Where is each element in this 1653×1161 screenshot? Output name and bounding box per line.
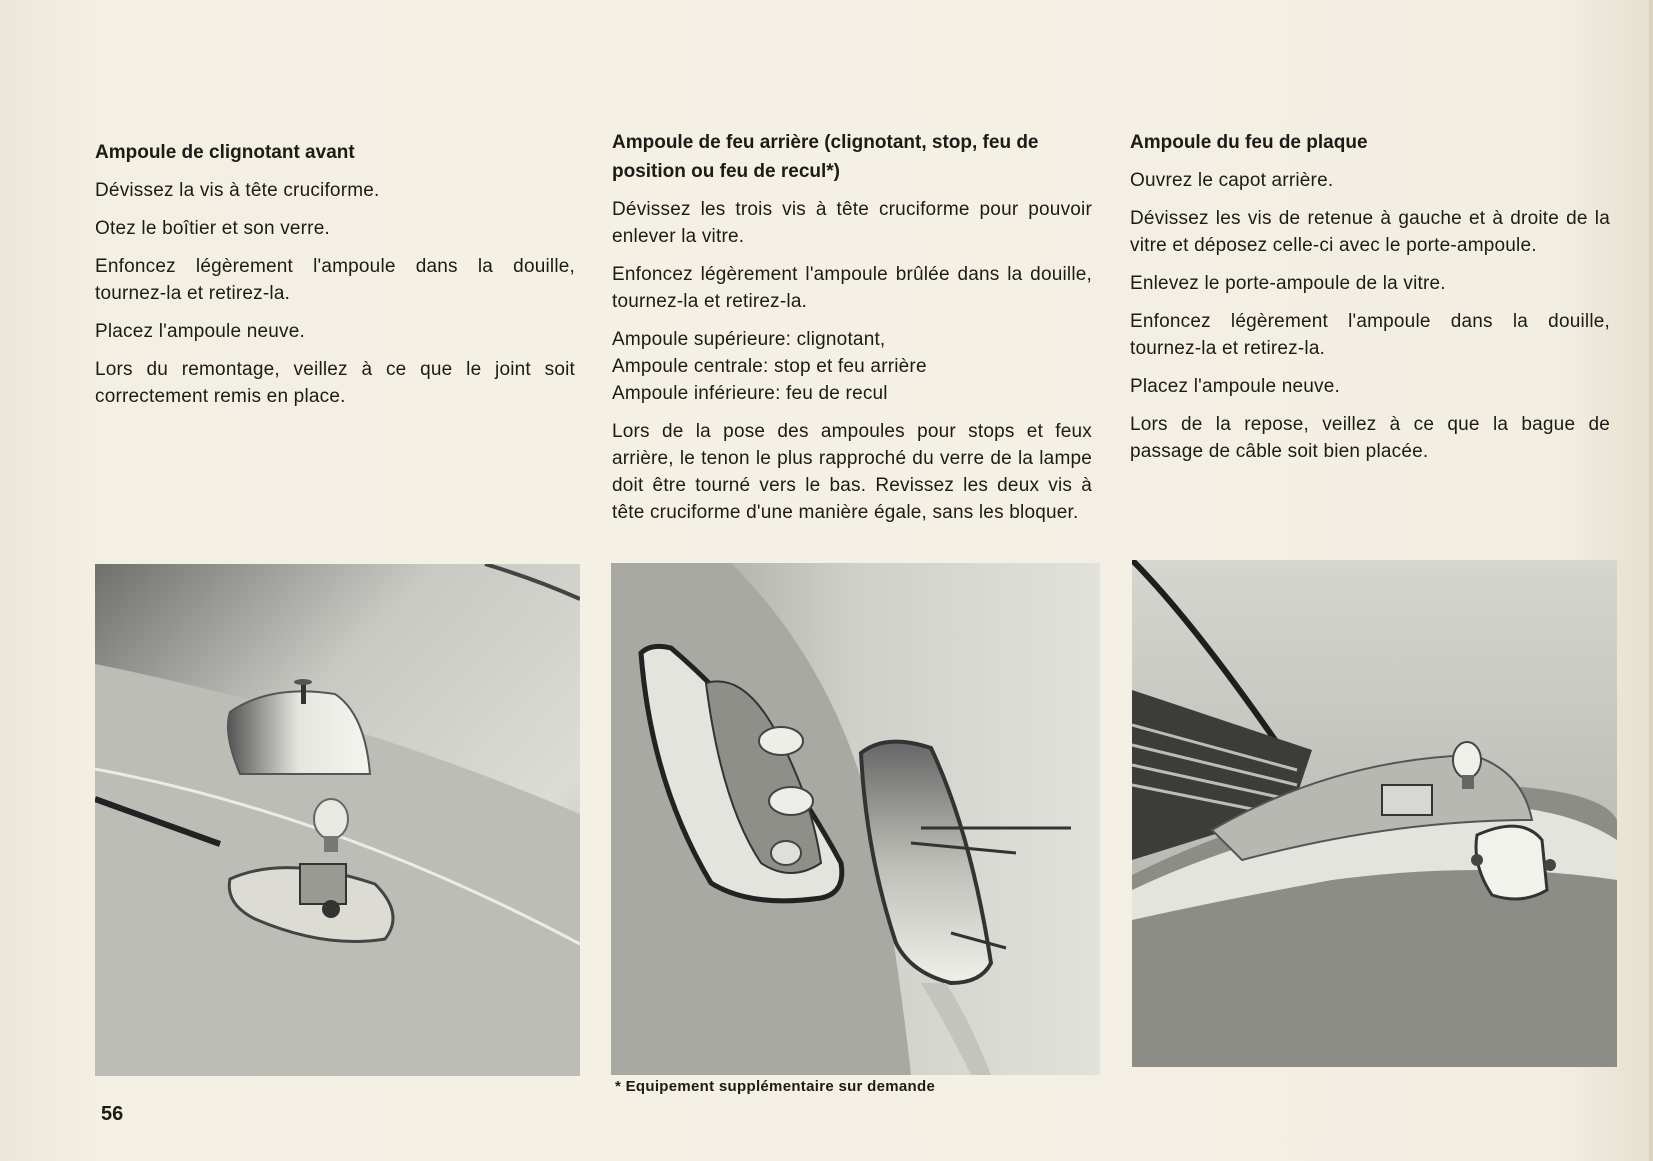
section-heading: Ampoule de feu arrière (clignotant, stop, feu de position ou feu de recul*) [612, 132, 1039, 182]
paragraph: Placez l'ampoule neuve. [95, 321, 305, 342]
page-number: 56 [101, 1103, 124, 1125]
paragraph: Enfoncez légèrement l'ampoule brûlée dans la douille, tournez-la et retirez-la. [612, 264, 1092, 312]
bulb-list [612, 326, 1092, 407]
paragraph: Lors de la pose des ampoules pour stops et feux arrière, le tenon le plus rapproché du verre de la lampe doit être tourné vers le bas. Revissez les deux vis à tête cruciforme d'une manière égale, sans les bloquer. [612, 421, 1092, 523]
paragraph: Enfoncez légèrement l'ampoule dans la douille, tournez-la et retirez-la. [95, 256, 575, 304]
section-heading: Ampoule de clignotant avant [95, 142, 355, 163]
column-plate-light [1130, 128, 1610, 476]
paragraph: Placez l'ampoule neuve. [1130, 376, 1340, 397]
front-indicator-photo [95, 564, 580, 1076]
footnote: * Equipement supplémentaire sur demande [615, 1078, 936, 1095]
paragraph: Enfoncez légèrement l'ampoule dans la douille, tournez-la et retirez-la. [1130, 311, 1610, 359]
column-front-indicator [95, 138, 575, 421]
paragraph: Dévissez les trois vis à tête cruciforme pour pouvoir enlever la vitre. [612, 199, 1092, 247]
plate-light-photo [1132, 560, 1617, 1067]
section-heading: Ampoule du feu de plaque [1130, 132, 1368, 153]
paragraph: Ouvrez le capot arrière. [1130, 170, 1334, 191]
bulb-list-item: Ampoule inférieure: feu de recul [612, 383, 888, 404]
rear-light-photo [611, 563, 1100, 1075]
paragraph: Dévissez les vis de retenue à gauche et à droite de la vitre et déposez celle-ci avec le porte-ampoule. [1130, 208, 1610, 256]
paragraph: Lors de la repose, veillez à ce que la bague de passage de câble soit bien placée. [1130, 414, 1610, 462]
paragraph: Otez le boîtier et son verre. [95, 218, 330, 239]
bulb-list-item: Ampoule supérieure: clignotant, [612, 329, 886, 350]
paragraph: Lors du remontage, veillez à ce que le joint soit correctement remis en place. [95, 359, 575, 407]
paragraph: Dévissez la vis à tête cruciforme. [95, 180, 380, 201]
paragraph: Enlevez le porte-ampoule de la vitre. [1130, 273, 1446, 294]
bulb-list-item: Ampoule centrale: stop et feu arrière [612, 356, 927, 377]
column-rear-light [612, 128, 1092, 537]
page-edge [1649, 0, 1653, 1161]
